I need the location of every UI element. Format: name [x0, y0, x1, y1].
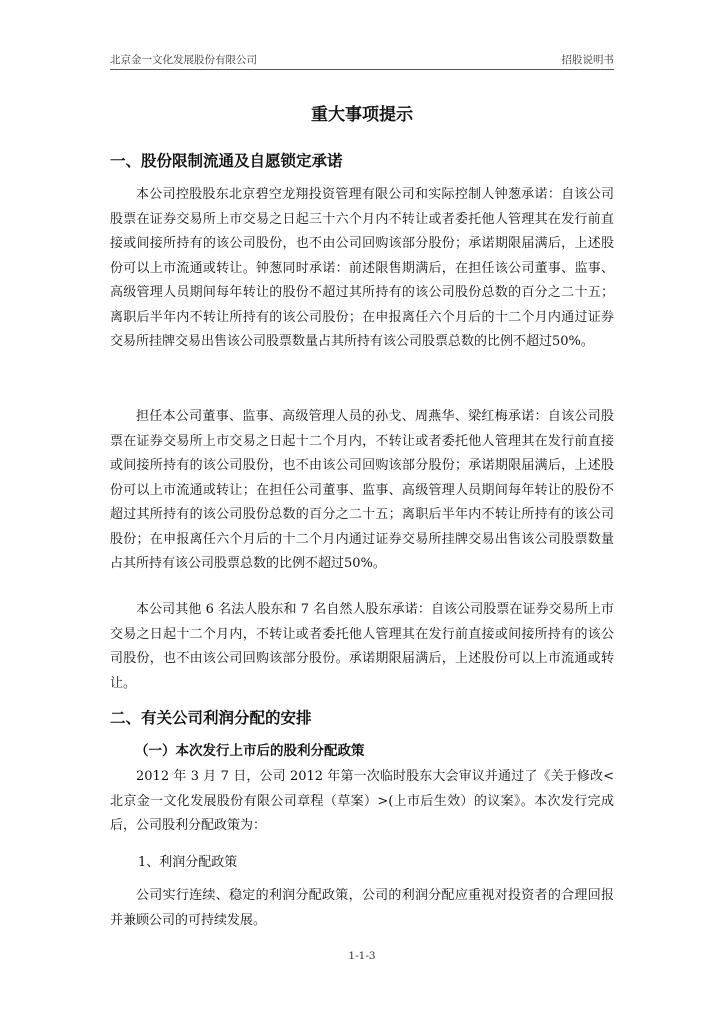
header-divider: [110, 69, 614, 70]
page-header: [110, 52, 614, 68]
section1-heading: 一、股份限制流通及自愿锁定承诺: [110, 152, 343, 170]
header-document-type: 招股说明书: [561, 54, 614, 66]
section2-paragraph-2: 公司实行连续、稳定的利润分配政策，公司的利润分配应重视对投资者的合理回报并兼顾公司的可持续发展。: [110, 888, 614, 928]
header-company-name: 北京金一文化发展股份有限公司: [110, 54, 257, 66]
section1-paragraph-1: 本公司控股股东北京碧空龙翔投资管理有限公司和实际控制人钟葱承诺：自该公司股票在证券交易所上市交易之日起三十六个月内不转让或者委托他人管理其在发行前直接或间接所持有的该公司股份，也不由公司回购该部分股份；承诺期限届满后，上述股份可以上市流通或转让。钟葱同时承诺：前述限售期满后，在担任该公司董事、监事、高级管理人员期间每年转让的股份不超过其所持有的该公司股份总数的百分之二十五；离职后半年内不转让所持有的该公司股份；在申报离任六个月后的十二个月内通过证券交易所挂牌交易出售该公司股票数量占其所持有该公司股票总数的比例不超过50%。: [110, 187, 614, 349]
section1-paragraph-3: 本公司其他 6 名法人股东和 7 名自然人股东承诺：自该公司股票在证券交易所上市交易之日起十二个月内，不转让或者委托他人管理其在发行前直接或间接所持有的该公司股份，也不由该公司回购该部分股份。承诺期限届满后，上述股份可以上市流通或转让。: [110, 602, 614, 691]
page-number: 1-1-3: [348, 950, 376, 962]
section2-paragraph-1: 2012 年 3 月 7 日，公司 2012 年第一次临时股东大会审议并通过了《关于修改<北京金一文化发展股份有限公司章程（草案）>(上市后生效）的议案》。本次发行完成后，公司股利分配政策为：: [110, 769, 614, 833]
section2-subheading: （一）本次发行上市后的股利分配政策: [135, 743, 365, 759]
page-title: 重大事项提示: [311, 105, 413, 125]
policy-item-label: 1、利润分配政策: [138, 855, 238, 870]
section2-heading: 二、有关公司利润分配的安排: [110, 709, 312, 727]
section1-paragraph-2: 担任本公司董事、监事、高级管理人员的孙戈、周燕华、梁红梅承诺：自该公司股票在证券交易所上市交易之日起十二个月内，不转让或者委托他人管理其在发行前直接或间接所持有的该公司股份，也不由该公司回购该部分股份；承诺期限届满后，上述股份可以上市流通或转让；在担任公司董事、监事、高级管理人员期间每年转让的股份不超过其所持有的该公司股份总数的百分之二十五；离职后半年内不转让所持有的该公司股份；在申报离任六个月后的十二个月内通过证券交易所挂牌交易出售该公司股票数量占其所持有该公司股票总数的比例不超过50%。: [110, 409, 614, 571]
